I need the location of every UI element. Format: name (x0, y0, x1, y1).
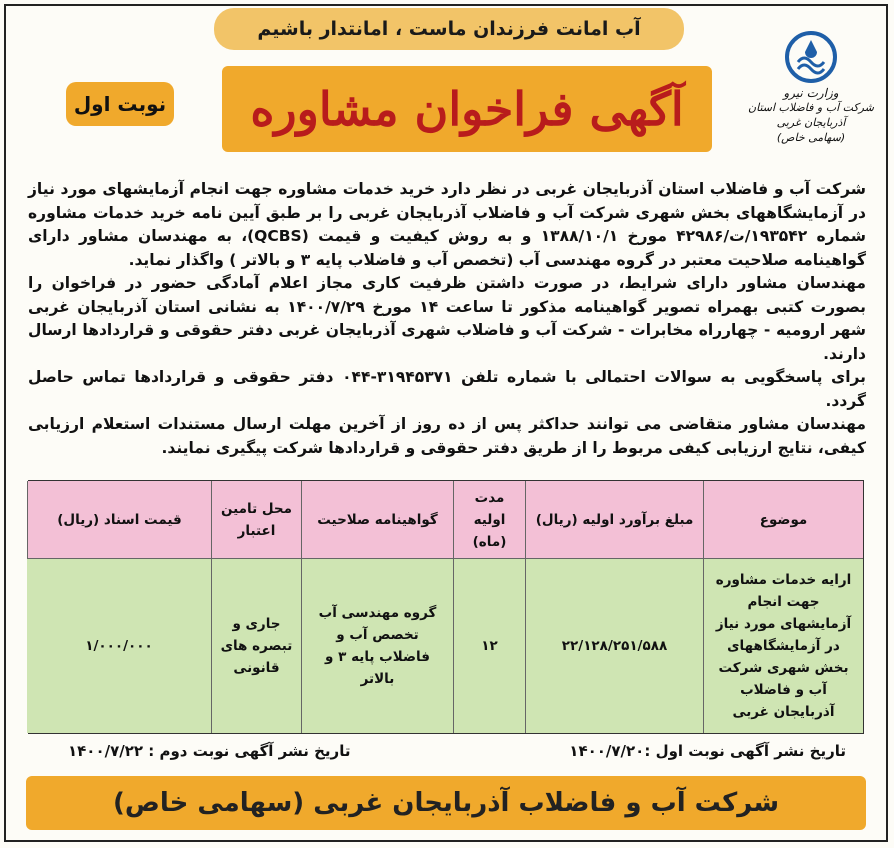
table-cell-document-price: ۱/۰۰۰/۰۰۰ (27, 559, 211, 733)
company-logo (736, 30, 886, 170)
publication-dates (28, 738, 864, 766)
body-paragraph: مهندسان مشاور دارای شرایط، در صورت داشتن ظرفیت کاری مجاز اعلام آمادگی حضور در فراخوان را بصورت کتبی بهمراه تصویر گواهینامه مذکور تا ساعت ۱۴ مورخ ۱۴۰۰/۷/۲۹ به نشانی استان آذربایجان غربی شهر ارومیه - چهارراه مخابرات - شرکت آب و فاضلاب شهری آذربایجان غربی دفتر حقوقی و قراردادها ارسال دارند. (28, 274, 866, 363)
logo-company-name: شرکت آب و فاضلاب استان آذربایجان غربی (748, 101, 874, 129)
tender-table (28, 480, 864, 734)
table-header-subject: موضوع (703, 481, 863, 559)
second-publication-date: تاریخ نشر آگهی نوبت دوم : ۱۴۰۰/۷/۲۲ (68, 742, 351, 760)
table-header-document-price: قیمت اسناد (ریال) (27, 481, 211, 559)
table-cell-estimate: ۲۲/۱۲۸/۲۵۱/۵۸۸ (525, 559, 703, 733)
table-cell-subject: ارایه خدمات مشاوره جهت انجام آزمایشهای مورد نیاز در آزمایشگاههای بخش شهری شرکت آب و فاضلاب آذربایجان غربی (703, 559, 863, 733)
footer-company-name: شرکت آب و فاضلاب آذربایجان غربی (سهامی خاص) (112, 788, 780, 818)
table-cell-duration: ۱۲ (453, 559, 525, 733)
body-paragraph: برای پاسخگویی به سوالات احتمالی با شماره تلفن ۳۱۹۴۵۳۷۱-۰۴۴ دفتر حقوقی و قراردادها تماس حاصل گردد. (28, 368, 867, 410)
table-cell-funding: جاری و تبصره های قانونی (211, 559, 301, 733)
table-cell-certificate: گروه مهندسی آب تخصص آب و فاضلاب پایه ۳ و بالاتر (301, 559, 453, 733)
ministry-label: وزارت نیرو (783, 86, 839, 100)
ad-title-banner (222, 66, 712, 152)
page-title: آگهی فراخوان مشاوره (250, 82, 684, 136)
slogan-banner (214, 8, 684, 50)
announcement-body (28, 178, 866, 460)
turn-badge-label: نوبت اول (73, 92, 167, 116)
table-header-certificate: گواهینامه صلاحیت (301, 481, 453, 559)
body-paragraph: مهندسان مشاور متقاضی می توانند حداکثر پس از ده روز از آخرین مهلت ارسال مستندات استعلام ارزیابی کیفی، نتایج ارزیابی کیفی مربوط را از طریق دفتر حقوقی و قراردادها شرکت پیگیری نمایند. (28, 415, 866, 457)
first-publication-date: تاریخ نشر آگهی نوبت اول :۱۴۰۰/۷/۲۰ (569, 742, 846, 760)
turn-badge (66, 82, 174, 126)
footer-banner (26, 776, 866, 830)
water-drop-logo-icon (784, 30, 838, 84)
table-header-funding: محل تامین اعتبار (211, 481, 301, 559)
slogan-text: آب امانت فرزندان ماست ، امانتدار باشیم (257, 18, 641, 40)
body-paragraph: شرکت آب و فاضلاب استان آذربایجان غربی در نظر دارد خرید خدمات مشاوره جهت انجام آزمایشهای مورد نیاز در آزمایشگاههای بخش شهری شرکت آب و فاضلاب آذربایجان غربی را بر طبق آیین نامه خرید خدمات مشاوره شماره ۱۹۳۵۴۲/ت/۴۲۹۸۶ مورخ ۱۳۸۸/۱۰/۱ و به روش کیفیت و قیمت (QCBS)، به مهندسان مشاور دارای گواهینامه صلاحیت معتبر در گروه مهندسی آب (تخصص آب و فاضلاب پایه ۳ و بالاتر ) واگذار نماید. (28, 180, 866, 269)
table-header-estimate: مبلغ برآورد اولیه (ریال) (525, 481, 703, 559)
table-header-duration: مدت اولیه (ماه) (453, 481, 525, 559)
logo-company-type: (سهامی خاص) (776, 131, 846, 144)
